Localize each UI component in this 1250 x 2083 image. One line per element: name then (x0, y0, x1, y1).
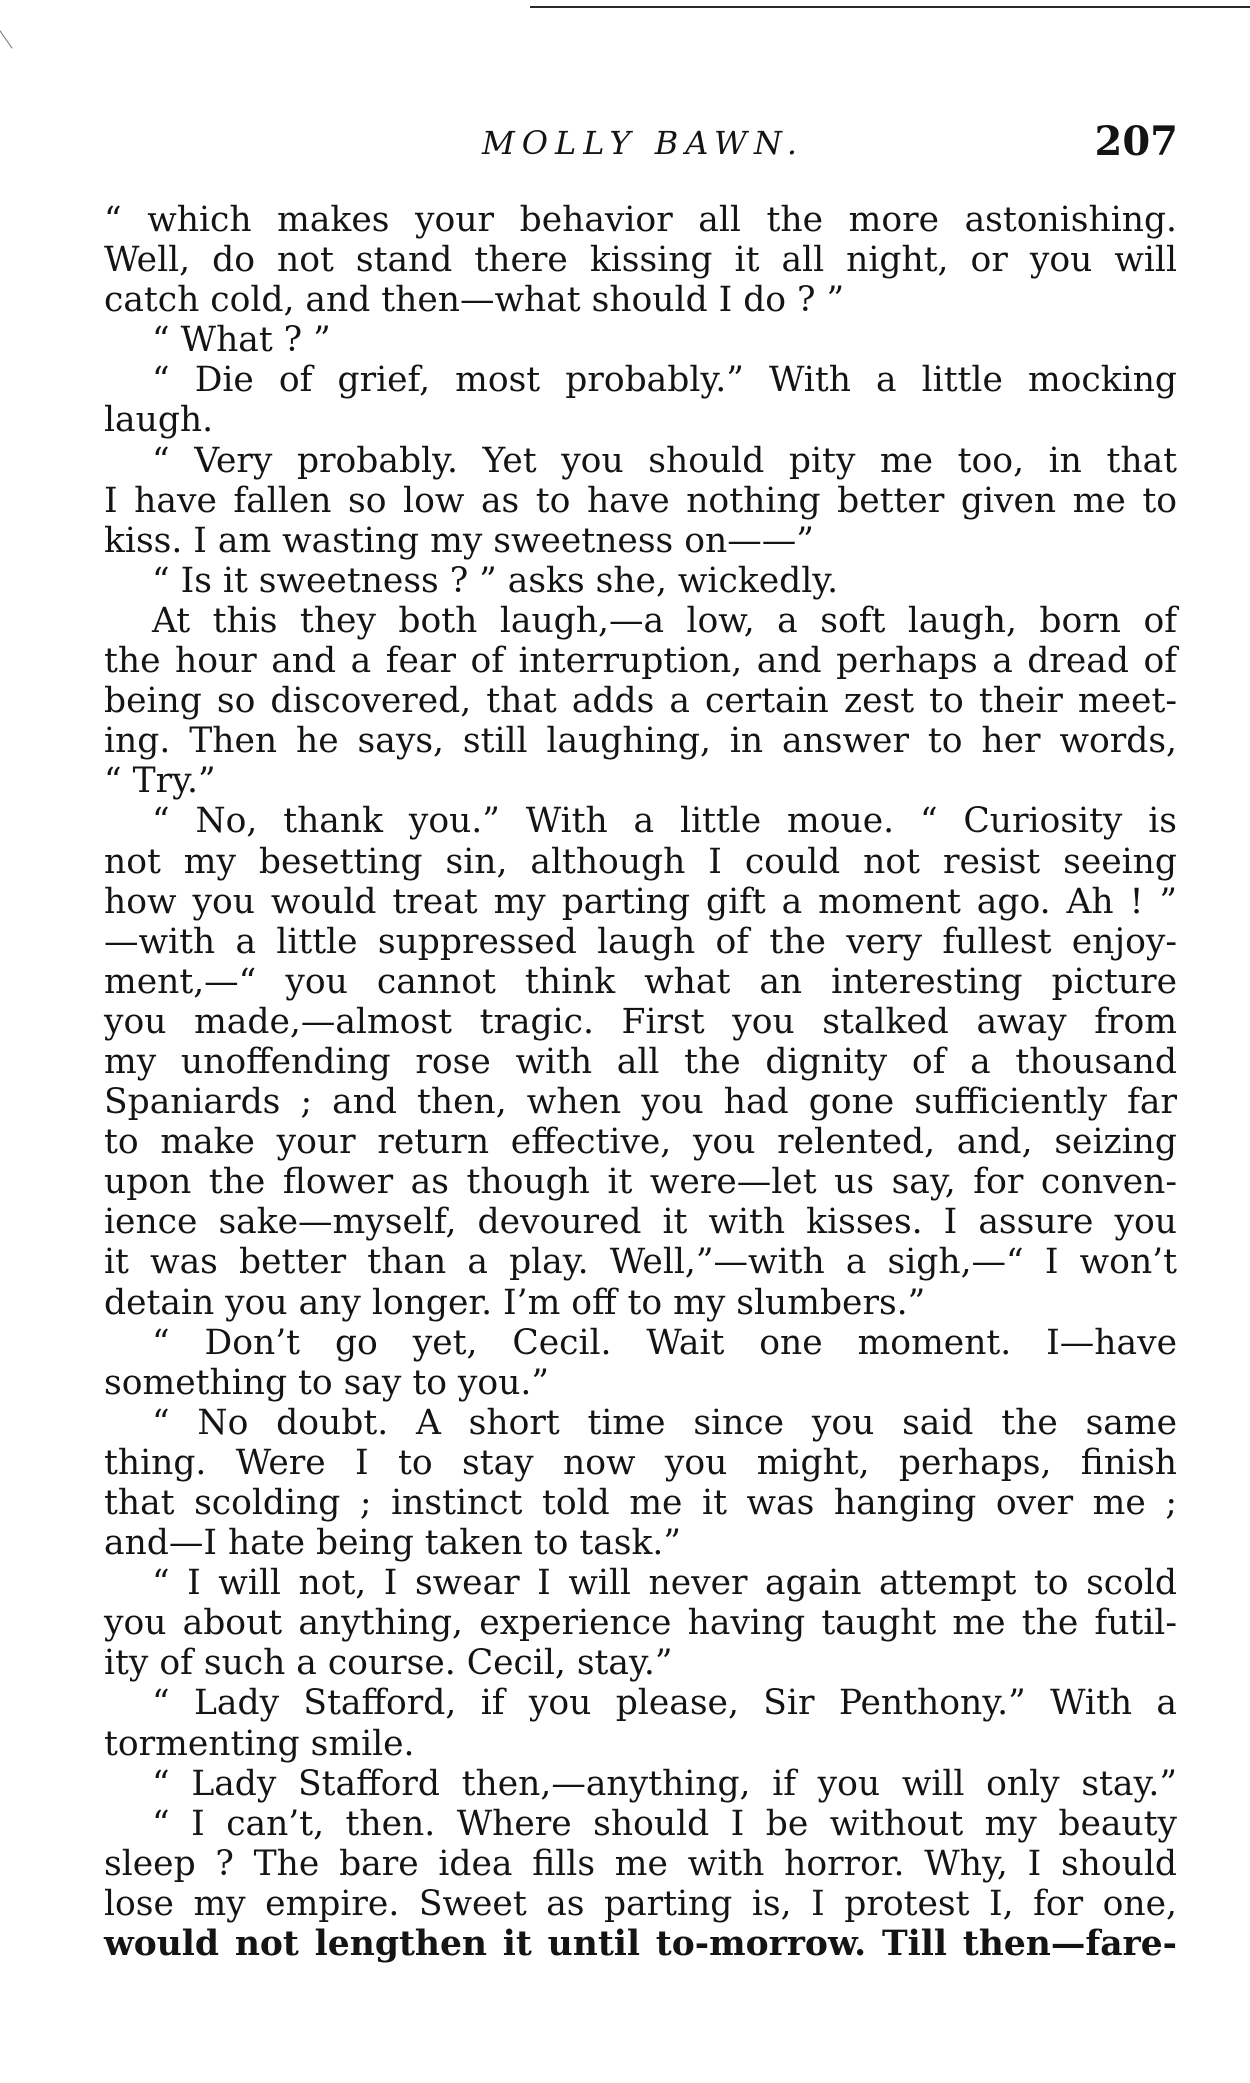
corner-mark (0, 30, 13, 49)
text-line: “ Lady Stafford, if you please, Sir Penthony.” With a (152, 1683, 1177, 1724)
text-line: would not lengthen it until to-morrow. Till then—fare- (104, 1924, 1177, 1965)
text-line: to make your return effective, you relented, and, seizing (104, 1122, 1177, 1163)
text-line: sleep ? The bare idea fills me with horror. Why, I should (104, 1843, 1177, 1884)
text-line: laugh. (104, 400, 214, 441)
text-line: ity of such a course. Cecil, stay.” (104, 1643, 673, 1684)
text-line: lose my empire. Sweet as parting is, I protest I, for one, (104, 1883, 1177, 1924)
text-line: At this they both laugh,—a low, a soft laugh, born of (152, 600, 1177, 641)
text-line: how you would treat my parting gift a moment ago. Ah ! ” (104, 881, 1177, 922)
text-line: “ No doubt. A short time since you said the same (152, 1402, 1177, 1443)
body-text (104, 200, 1177, 1964)
text-line: “ I can’t, then. Where should I be without my beauty (152, 1803, 1177, 1844)
text-line: it was better than a play. Well,”—with a sigh,—“ I won’t (104, 1242, 1177, 1283)
text-line: “ I will not, I swear I will never again attempt to scold (152, 1563, 1177, 1604)
text-line: that scolding ; instinct told me it was hanging over me ; (104, 1483, 1177, 1523)
text-line: the hour and a fear of interruption, and perhaps a dread of (104, 641, 1177, 682)
text-line: and—I hate being taken to task.” (104, 1523, 681, 1564)
text-line: “ Very probably. Yet you should pity me too, in that (152, 440, 1177, 481)
text-line: ience sake—myself, devoured it with kisses. I assure you (104, 1202, 1177, 1243)
text-line: my unoffending rose with all the dignity of a thousand (104, 1041, 1177, 1082)
text-line: “ Lady Stafford then,—anything, if you will only stay.” (152, 1763, 1177, 1804)
text-line: upon the flower as though it were—let us say, for conven- (104, 1162, 1177, 1203)
text-line: “ which makes your behavior all the more astonishing. (104, 200, 1177, 240)
text-line: you about anything, experience having taught me the futil- (104, 1603, 1177, 1644)
text-line: being so discovered, that adds a certain zest to their meet- (104, 681, 1177, 722)
text-line: thing. Were I to stay now you might, perhaps, finish (104, 1442, 1177, 1483)
text-line: “ Try.” (104, 761, 216, 802)
page-header (108, 118, 1178, 174)
page-number: 207 (1094, 118, 1178, 165)
text-line: Spaniards ; and then, when you had gone sufficiently far (104, 1082, 1177, 1123)
text-line: ment,—“ you cannot think what an interesting picture (104, 961, 1177, 1002)
text-line: “ Is it sweetness ? ” asks she, wickedly. (152, 560, 839, 601)
text-line: “ What ? ” (152, 320, 331, 361)
text-line: not my besetting sin, although I could not resist seeing (104, 841, 1177, 882)
text-line: —with a little suppressed laugh of the very fullest enjoy- (104, 921, 1177, 962)
text-line: Well, do not stand there kissing it all night, or you will (104, 240, 1177, 281)
text-line: catch cold, and then—what should I do ? ” (104, 280, 845, 321)
text-line: you made,—almost tragic. First you stalked away from (104, 1001, 1177, 1042)
text-line: something to say to you.” (104, 1362, 550, 1403)
text-line: ing. Then he says, still laughing, in answer to her words, (104, 721, 1177, 762)
text-line: detain you any longer. I’m off to my slumbers.” (104, 1282, 926, 1323)
running-title: MOLLY BAWN. (481, 124, 805, 162)
text-line: “ Don’t go yet, Cecil. Wait one moment. I—have (152, 1322, 1177, 1363)
text-line: kiss. I am wasting my sweetness on——” (104, 520, 814, 561)
text-line: I have fallen so low as to have nothing better given me to (104, 480, 1177, 521)
text-line: tormenting smile. (104, 1723, 415, 1764)
text-line: “ No, thank you.” With a little moue. “ Curiosity is (152, 801, 1177, 842)
top-rule (530, 6, 1250, 8)
text-line: “ Die of grief, most probably.” With a little mocking (152, 360, 1177, 401)
